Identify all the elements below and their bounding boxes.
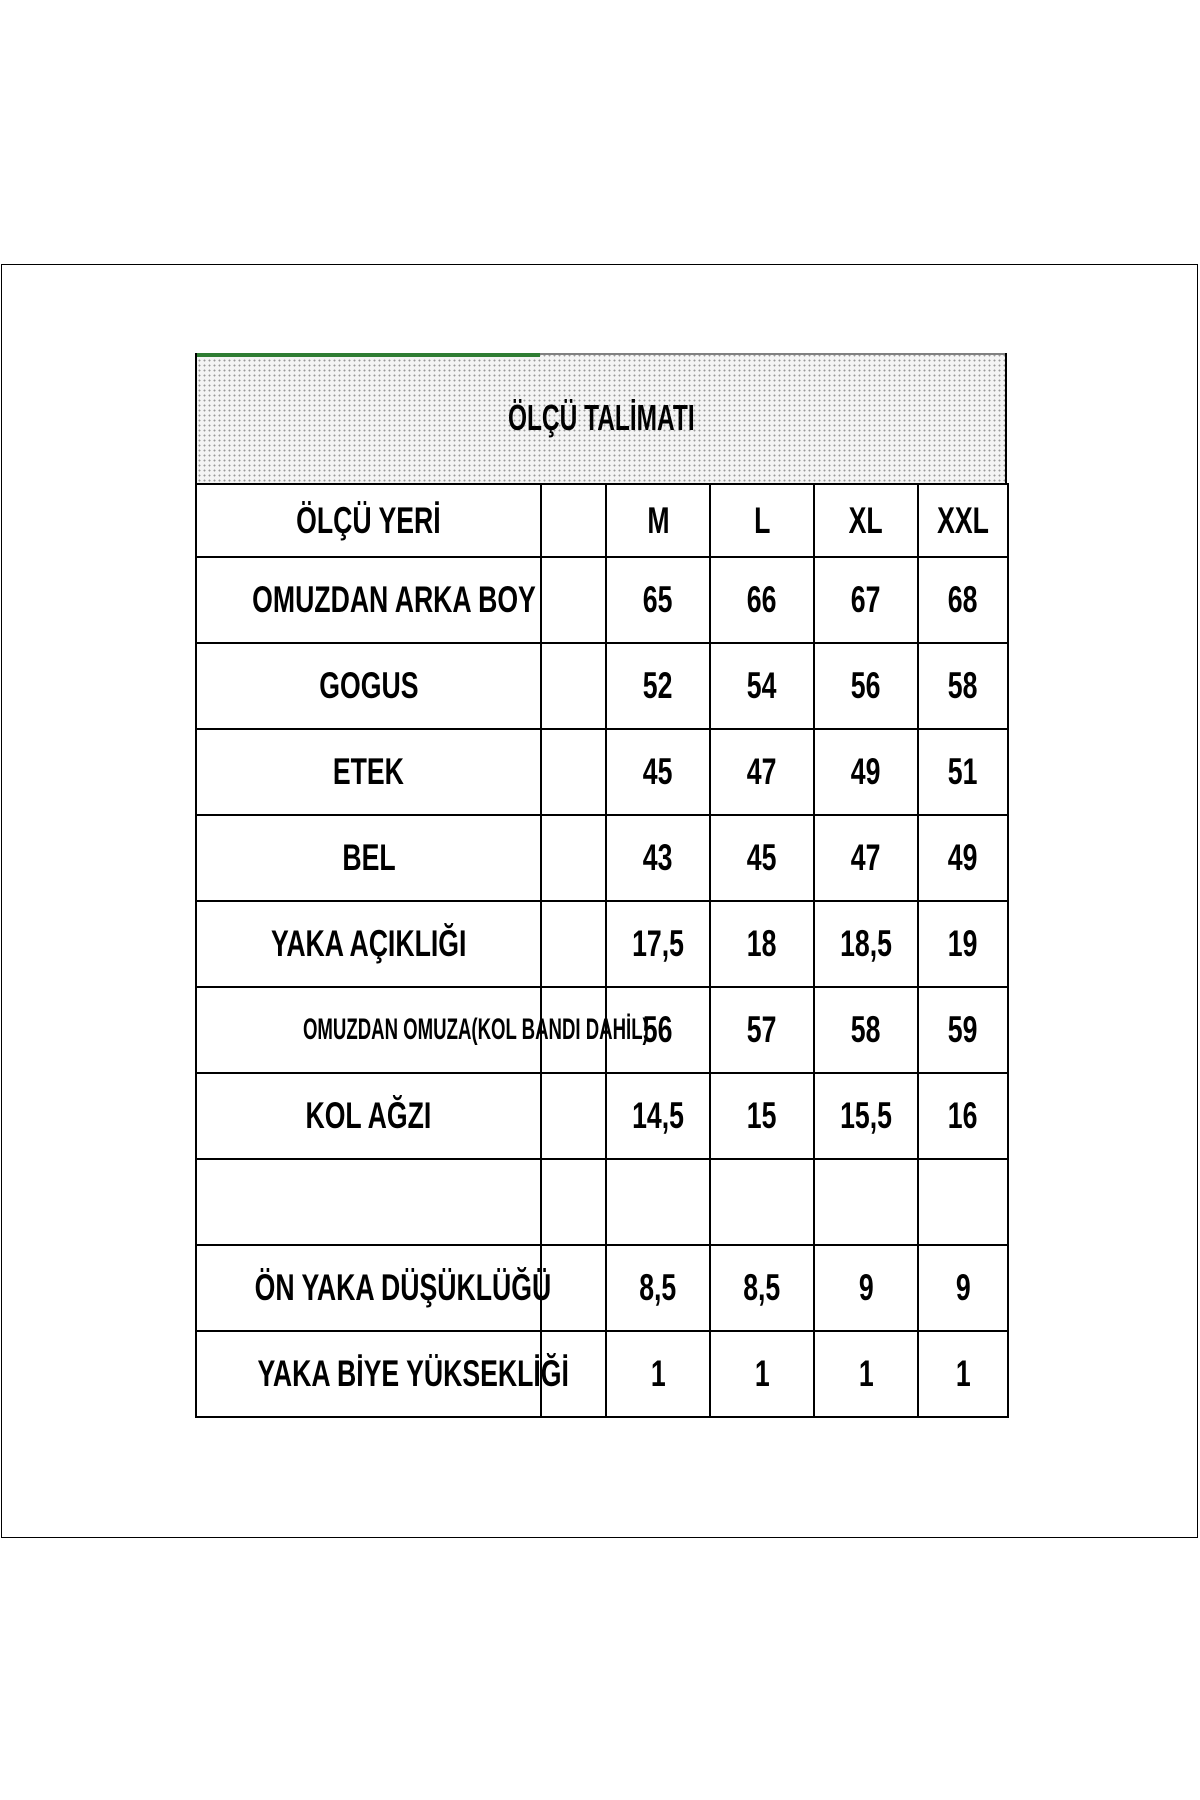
measurement-label-cell <box>196 901 541 987</box>
measurement-value: 1 <box>955 1353 971 1394</box>
value-cell <box>606 1073 710 1159</box>
value-cell <box>814 987 918 1073</box>
measurement-label: YAKA AÇIKLIĞI <box>270 923 467 964</box>
table-row <box>196 1073 1008 1159</box>
measurement-label-cell <box>196 557 541 643</box>
header-cell-blank <box>541 484 606 557</box>
measurement-value: 43 <box>643 837 673 878</box>
table-row <box>196 643 1008 729</box>
blank-cell <box>541 729 606 815</box>
measurement-label-cell <box>196 1245 552 1331</box>
value-cell <box>606 643 710 729</box>
measurement-value: 8,5 <box>743 1267 781 1308</box>
measurement-value: 16 <box>948 1095 978 1136</box>
value-cell <box>710 901 814 987</box>
measurement-value: 19 <box>948 923 978 964</box>
blank-cell <box>541 1159 606 1245</box>
table-row <box>196 1245 1008 1331</box>
measurement-value: 68 <box>948 579 978 620</box>
value-cell <box>814 1073 918 1159</box>
measurement-value: 15 <box>747 1095 777 1136</box>
value-cell <box>814 1245 918 1331</box>
measurement-label-cell <box>196 987 649 1073</box>
value-cell <box>606 1159 710 1245</box>
value-cell <box>918 1331 1008 1417</box>
measurement-value: 9 <box>955 1267 971 1308</box>
measurement-value: 47 <box>851 837 881 878</box>
table-row <box>196 987 1008 1073</box>
value-cell <box>814 1159 918 1245</box>
blank-cell <box>541 643 606 729</box>
value-cell <box>606 1245 710 1331</box>
measurement-value: 56 <box>851 665 881 706</box>
table-row <box>196 557 1008 643</box>
measurement-value: 18,5 <box>840 923 892 964</box>
value-cell <box>814 643 918 729</box>
measurement-label: BEL <box>341 837 396 878</box>
size-l: L <box>753 499 771 541</box>
value-cell <box>918 815 1008 901</box>
measurement-label-cell <box>196 1159 541 1245</box>
table-row <box>196 901 1008 987</box>
measurement-value: 57 <box>747 1009 777 1050</box>
value-cell <box>710 815 814 901</box>
measurement-value: 65 <box>643 579 673 620</box>
header-cell-size <box>918 484 1008 557</box>
value-cell <box>814 901 918 987</box>
size-table <box>195 483 1009 1418</box>
value-cell <box>814 557 918 643</box>
measurement-label-cell <box>196 643 541 729</box>
measurement-label: ÖN YAKA DÜŞÜKLÜĞÜ <box>254 1267 552 1308</box>
value-cell <box>918 729 1008 815</box>
value-cell <box>710 1159 814 1245</box>
measurement-value: 67 <box>851 579 881 620</box>
measurement-label-cell <box>196 1331 569 1417</box>
value-cell <box>606 901 710 987</box>
value-cell <box>606 815 710 901</box>
measurement-value: 49 <box>948 837 978 878</box>
blank-cell <box>541 557 606 643</box>
measurement-label: YAKA BİYE YÜKSEKLİĞİ <box>257 1353 569 1394</box>
blank-cell <box>541 901 606 987</box>
size-xxl: XXL <box>937 499 989 541</box>
header-cell-label <box>196 484 541 557</box>
table-row <box>196 815 1008 901</box>
measurement-value: 47 <box>747 751 777 792</box>
measurement-value: 14,5 <box>632 1095 684 1136</box>
measurement-value: 17,5 <box>632 923 684 964</box>
value-cell <box>710 557 814 643</box>
chart-title: ÖLÇÜ TALİMATI <box>507 397 695 438</box>
value-cell <box>918 1073 1008 1159</box>
measurement-label: ETEK <box>332 751 405 792</box>
value-cell <box>606 729 710 815</box>
value-cell <box>918 1159 1008 1245</box>
blank-cell <box>541 815 606 901</box>
value-cell <box>710 1331 814 1417</box>
measurement-rows <box>196 557 1008 1417</box>
measurement-label-cell <box>196 1073 541 1159</box>
table-row <box>196 1331 1008 1417</box>
measurement-value: 59 <box>948 1009 978 1050</box>
size-m: M <box>646 499 670 541</box>
measurement-value: 49 <box>851 751 881 792</box>
header-cell-size <box>710 484 814 557</box>
measurement-value: 58 <box>851 1009 881 1050</box>
header-row <box>196 484 1008 557</box>
value-cell <box>814 815 918 901</box>
value-cell <box>710 987 814 1073</box>
header-cell-size <box>606 484 710 557</box>
value-cell <box>918 643 1008 729</box>
measurement-label: OMUZDAN ARKA BOY <box>252 579 536 620</box>
title-banner <box>195 353 1007 483</box>
measurement-label: OMUZDAN OMUZA(KOL BANDI DAHİL) <box>302 1013 649 1046</box>
value-cell <box>814 729 918 815</box>
table-row <box>196 729 1008 815</box>
table-row <box>196 1159 1008 1245</box>
measurement-value: 45 <box>643 751 673 792</box>
measurement-value: 51 <box>948 751 978 792</box>
measurement-value: 58 <box>948 665 978 706</box>
measurement-value: 1 <box>754 1353 770 1394</box>
value-cell <box>918 1245 1008 1331</box>
measurement-value: 52 <box>643 665 673 706</box>
value-cell <box>606 1331 710 1417</box>
value-cell <box>710 1073 814 1159</box>
value-cell <box>814 1331 918 1417</box>
measurement-value: 56 <box>643 1009 673 1050</box>
value-cell <box>918 557 1008 643</box>
measurement-value: 66 <box>747 579 777 620</box>
measurement-label: GOGUS <box>318 665 419 706</box>
measurement-value: 45 <box>747 837 777 878</box>
size-xl: XL <box>848 499 884 541</box>
blank-cell <box>541 1073 606 1159</box>
value-cell <box>918 901 1008 987</box>
value-cell <box>710 1245 814 1331</box>
measurement-value: 15,5 <box>840 1095 892 1136</box>
measurement-value: 8,5 <box>639 1267 677 1308</box>
measurement-value: 1 <box>650 1353 666 1394</box>
value-cell <box>606 557 710 643</box>
measurement-value: 18 <box>747 923 777 964</box>
value-cell <box>710 729 814 815</box>
value-cell <box>710 643 814 729</box>
measurement-value: 54 <box>747 665 777 706</box>
header-cell-size <box>814 484 918 557</box>
measurement-value: 1 <box>858 1353 874 1394</box>
size-chart <box>195 353 1007 1418</box>
header-label: ÖLÇÜ YERİ <box>296 499 441 541</box>
value-cell <box>918 987 1008 1073</box>
measurement-label-cell <box>196 815 541 901</box>
measurement-label: KOL AĞZI <box>305 1095 432 1136</box>
measurement-label-cell <box>196 729 541 815</box>
measurement-value: 9 <box>858 1267 874 1308</box>
